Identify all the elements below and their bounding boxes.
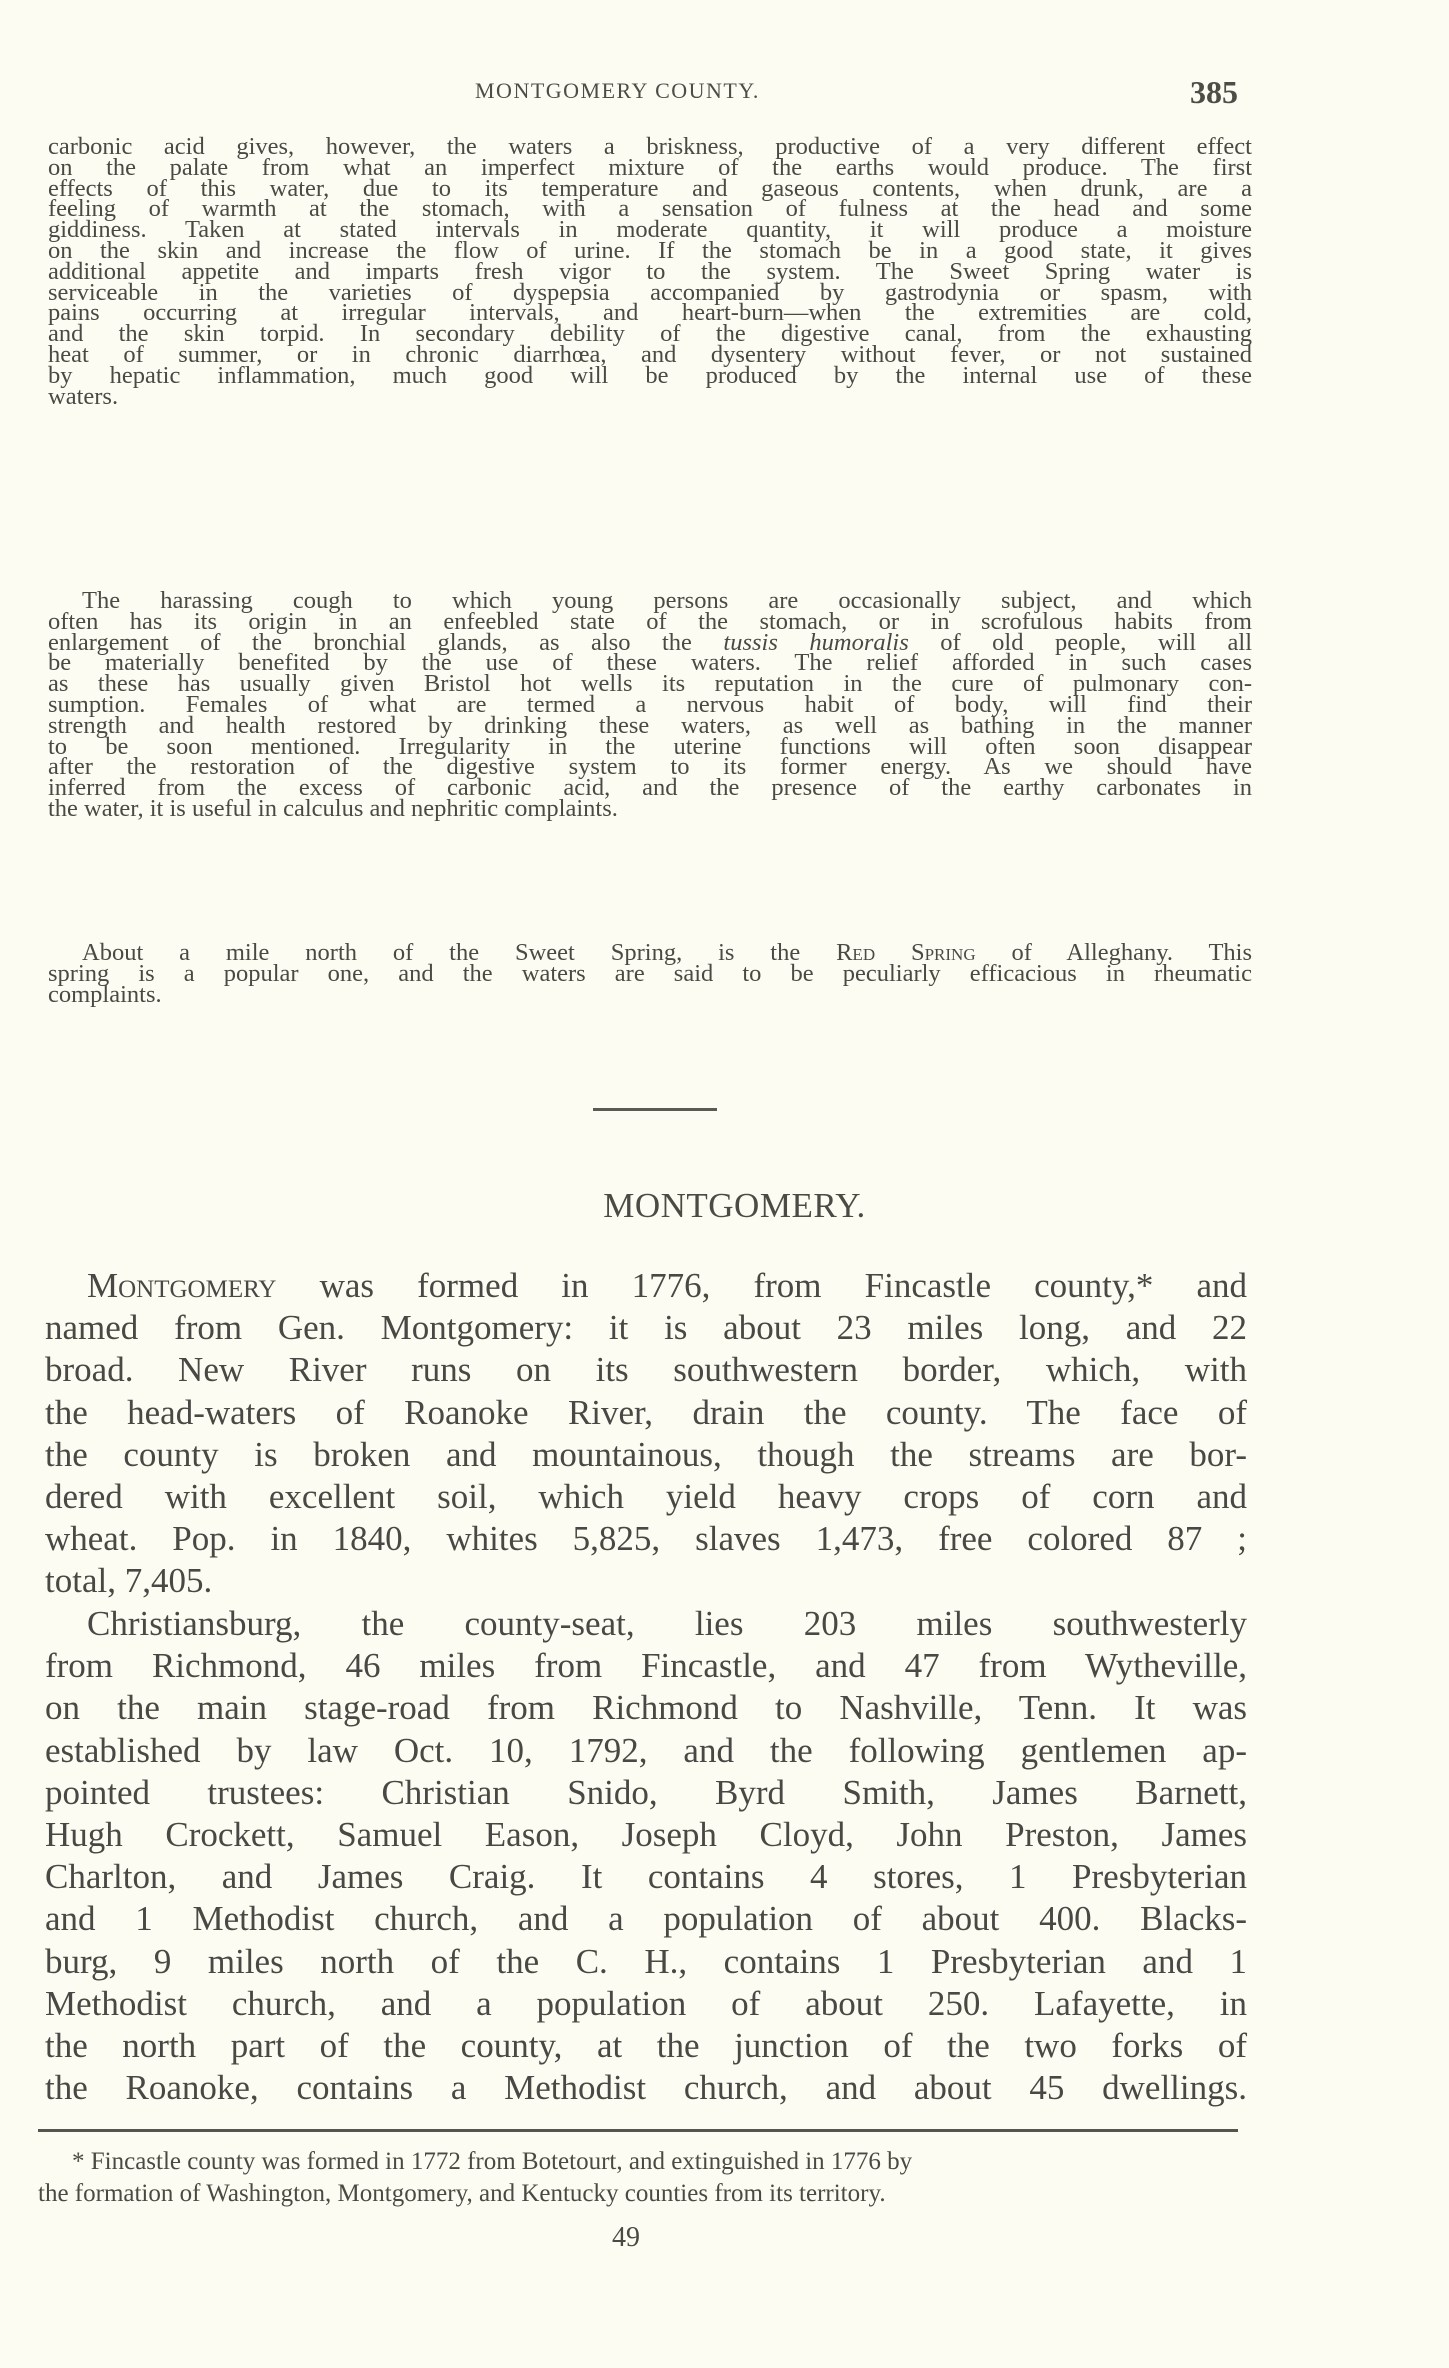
- text-segment: of Alleghany. This: [975, 939, 1252, 966]
- text-line: effects of this water, due to its temperature and gaseous contents, when drunk, are a: [48, 174, 1252, 202]
- text-line: on the main stage-road from Richmond to Nashville, Tenn. It was: [45, 1688, 1247, 1728]
- text-line: the water, it is useful in calculus and nephritic complaints.: [48, 794, 618, 822]
- text-line: the north part of the county, at the junction of the two forks of: [45, 2025, 1247, 2065]
- smallcaps-term: Red Spring: [836, 939, 976, 966]
- text-line: carbonic acid gives, however, the waters a briskness, productive of a very different effect: [48, 133, 1252, 160]
- text-line: spring is a popular one, and the waters are said to be peculiarly efficacious in rheumatic: [48, 959, 1252, 987]
- text-line: often has its origin in an enfeebled state of the stomach, or in scrofulous habits from: [48, 607, 1252, 635]
- text-line: and 1 Methodist church, and a population of about 400. Blacks-: [45, 1899, 1247, 1939]
- text-line: by hepatic inflammation, much good will be produced by the internal use of these: [48, 361, 1252, 389]
- paragraph-montgomery-formation: [45, 1265, 1247, 1603]
- text-line: established by law Oct. 10, 1792, and the following gentlemen ap-: [45, 1730, 1247, 1770]
- paragraph-harassing-cough: [48, 587, 1253, 822]
- text-line: The harassing cough to which young persons are occasionally subject, and which: [82, 587, 1252, 614]
- text-line: feeling of warmth at the stomach, with a sensation of fulness at the head and some: [48, 195, 1252, 223]
- text-line: [45, 1265, 1247, 1307]
- text-line: complaints.: [48, 980, 162, 1008]
- text-line: additional appetite and imparts fresh vigor to the system. The Sweet Spring water is: [48, 257, 1252, 285]
- footnote: [38, 2146, 1238, 2210]
- text-segment: was formed in 1776, from Fincastle county,* and: [276, 1266, 1247, 1305]
- text-line: after the restoration of the digestive system to its former energy. As we should have: [48, 753, 1252, 781]
- smallcaps-lead: Montgomery: [87, 1266, 277, 1305]
- text-line: be materially benefited by the use of these waters. The relief afforded in such cases: [48, 649, 1252, 677]
- text-line: the county is broken and mountainous, though the streams are bor-: [45, 1434, 1247, 1474]
- page-number: 385: [1190, 74, 1238, 110]
- footnote-line: * Fincastle county was formed in 1772 from Botetourt, and extinguished in 1776 by: [72, 2148, 913, 2175]
- footnote-rule: [38, 2129, 1238, 2132]
- text-segment: of old people, will all: [908, 628, 1253, 656]
- text-line: Hugh Crockett, Samuel Eason, Joseph Cloyd, John Preston, James: [45, 1814, 1247, 1854]
- text-line: and the skin torpid. In secondary debility of the digestive canal, from the exhausting: [48, 320, 1252, 348]
- italic-term: tussis humoralis: [723, 628, 909, 656]
- text-line: Charlton, and James Craig. It contains 4 stores, 1 Presbyterian: [45, 1857, 1247, 1897]
- text-line: pains occurring at irregular intervals, and heart-burn—when the extremities are cold,: [48, 299, 1252, 327]
- text-line: sumption. Females of what are termed a nervous habit of body, will find their: [48, 690, 1252, 718]
- text-line: wheat. Pop. in 1840, whites 5,825, slaves 1,473, free colored 87 ;: [45, 1519, 1247, 1559]
- signature-mark: 49: [612, 2222, 640, 2253]
- text-line: waters.: [48, 382, 119, 410]
- text-line: on the skin and increase the flow of urine. If the stomach be in a good state, it gives: [48, 236, 1252, 264]
- text-line: pointed trustees: Christian Snido, Byrd Smith, James Barnett,: [45, 1772, 1247, 1812]
- paragraph-christiansburg: [45, 1603, 1247, 2109]
- text-segment: enlargement of the bronchial glands, as also the: [48, 628, 724, 656]
- text-line: as these has usually given Bristol hot wells its reputation in the cure of pulmonary con-: [48, 670, 1252, 698]
- text-line: on the palate from what an imperfect mixture of the earths would produce. The first: [48, 153, 1252, 181]
- text-line: from Richmond, 46 miles from Fincastle, and 47 from Wytheville,: [45, 1646, 1247, 1686]
- running-head: [0, 74, 1449, 114]
- section-divider: [593, 1108, 717, 1111]
- text-line: to be soon mentioned. Irregularity in the uterine functions will often soon disappear: [48, 732, 1252, 760]
- text-line: giddiness. Taken at stated intervals in moderate quantity, it will produce a moisture: [48, 216, 1252, 244]
- text-line: total, 7,405.: [45, 1561, 213, 1601]
- text-line: Christiansburg, the county-seat, lies 203 miles southwesterly: [87, 1604, 1247, 1643]
- text-line: Methodist church, and a population of about 250. Lafayette, in: [45, 1983, 1247, 2023]
- text-line: strength and health restored by drinking these waters, as well as bathing in the manner: [48, 711, 1252, 739]
- running-title: MONTGOMERY COUNTY.: [475, 78, 760, 103]
- text-line: broad. New River runs on its southwestern border, which, with: [45, 1350, 1247, 1390]
- text-line: dered with excellent soil, which yield heavy crops of corn and: [45, 1476, 1247, 1516]
- text-line: inferred from the excess of carbonic acid, and the presence of the earthy carbonates in: [48, 774, 1252, 802]
- text-segment: About a mile north of the Sweet Spring, is the: [82, 939, 837, 966]
- section-heading: MONTGOMERY.: [603, 1186, 866, 1225]
- paragraph-red-spring: [48, 939, 1252, 1008]
- text-line: burg, 9 miles north of the C. H., contains 1 Presbyterian and 1: [45, 1941, 1247, 1981]
- text-line: the Roanoke, contains a Methodist church, and about 45 dwellings.: [45, 2068, 1247, 2108]
- text-line: the head-waters of Roanoke River, drain the county. The face of: [45, 1392, 1247, 1432]
- footnote-line: the formation of Washington, Montgomery, and Kentucky counties from its territory.: [38, 2180, 886, 2207]
- text-line: serviceable in the varieties of dyspepsia accompanied by gastrodynia or spasm, with: [48, 278, 1252, 306]
- text-line: named from Gen. Montgomery: it is about 23 miles long, and 22: [45, 1308, 1247, 1348]
- text-line: heat of summer, or in chronic diarrhœa, and dysentery without fever, or not sustained: [48, 340, 1252, 368]
- paragraph-sweet-spring-effects: [48, 133, 1252, 410]
